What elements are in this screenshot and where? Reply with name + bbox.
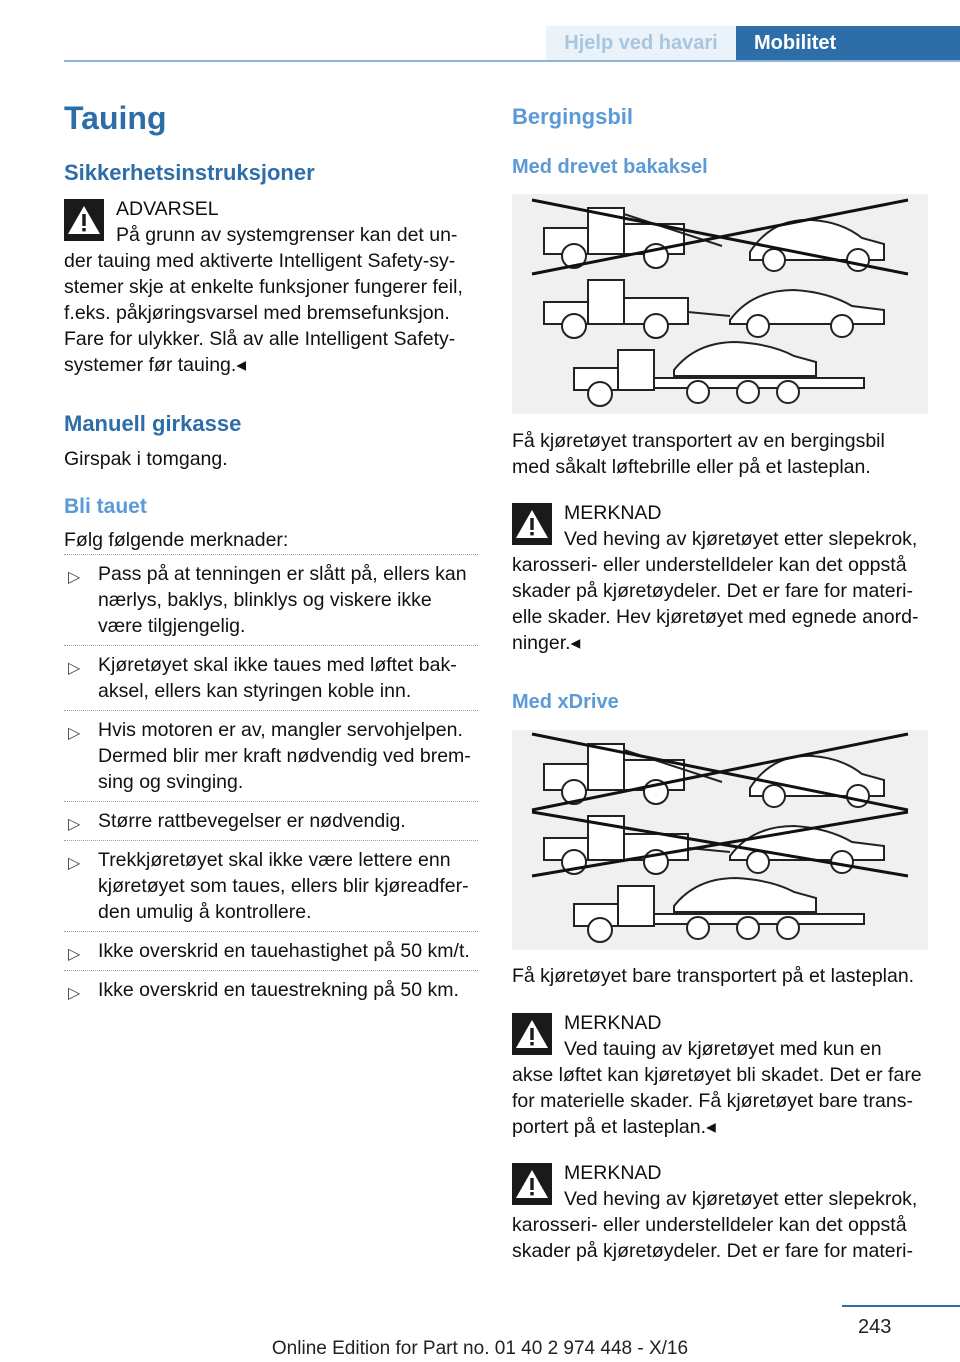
- subheading-xdrive: Med xDrive: [512, 691, 619, 713]
- caption-xdrive: Få kjøretøyet bare transportert på et lasteplan.: [512, 965, 915, 987]
- footer-edition: Online Edition for Part no. 01 40 2 974 448 - X/16: [271, 1338, 689, 1359]
- triangle-bullet-icon: ▷: [68, 569, 81, 586]
- tow-truck-illustration-xdrive: [512, 730, 928, 950]
- warning-icon: [512, 503, 552, 545]
- page-title: Tauing: [64, 100, 167, 136]
- note-box-2: [512, 1010, 928, 1140]
- warning-icon: [512, 1013, 552, 1055]
- note-label: MERKNAD: [564, 502, 662, 524]
- triangle-bullet-icon: ▷: [68, 725, 81, 742]
- list-item: ▷ Ikke overskrid en tauehastighet på 50 km/t.: [64, 932, 478, 971]
- note-text: Ved tauing av kjøretøyet med kun en akse løftet kan kjøretøyet bli skadet. Det er fare for materielle skader. Få kjøretøyet bare trans-portert på et lasteplan.◂: [512, 1038, 922, 1138]
- triangle-bullet-icon: ▷: [68, 816, 81, 833]
- header-rule: [64, 60, 960, 62]
- manual-text: Girspak i tomgang.: [64, 448, 228, 470]
- warning-text: På grunn av systemgrenser kan det un-der tauing med aktiverte Intelligent Safety-sy-stemer skje at enkelte funksjoner fungerer feil, f.eks. påkjøringsvarsel med bremsefunksjon. Fare for ulykker. Slå av alle Intelligent Safety-systemer før tauing.◂: [64, 224, 463, 376]
- tow-truck-illustration-rear-axle: [512, 194, 928, 414]
- section-heading-towed: Bli tauet: [64, 495, 147, 518]
- warning-icon: [64, 199, 104, 241]
- warning-label: ADVARSEL: [116, 198, 219, 220]
- list-item: ▷ Kjøretøyet skal ikke taues med løftet bak-aksel, ellers kan styringen koble inn.: [64, 646, 478, 711]
- section-tab: Hjelp ved havari: [546, 26, 736, 60]
- towed-intro: Følg følgende merknader:: [64, 529, 289, 551]
- list-item: ▷ Trekkjøretøyet skal ikke være lettere enn kjøretøyet som taues, ellers blir kjøreadfer-den umulig å kontrollere.: [64, 841, 478, 932]
- warning-icon: [512, 1163, 552, 1205]
- section-heading-tow-truck: Bergingsbil: [512, 104, 634, 129]
- towing-bullet-list: [64, 554, 478, 1009]
- triangle-bullet-icon: ▷: [68, 660, 81, 677]
- warning-box: [64, 196, 478, 378]
- page-number: 243: [858, 1316, 892, 1338]
- note-box-1: [512, 500, 928, 656]
- note-text: Ved heving av kjøretøyet etter slepekrok, karosseri- eller understelldeler kan det oppstå skader på kjøretøydeler. Det er fare for materi-elle skader. Hev kjøretøyet med egnede anord-ninger.◂: [512, 528, 919, 654]
- caption-rear-axle: Få kjøretøyet transportert av en bergingsbil med såkalt løftebrille eller på et lasteplan.: [512, 430, 885, 478]
- section-heading-safety: Sikkerhetsinstruksjoner: [64, 160, 315, 185]
- triangle-bullet-icon: ▷: [68, 855, 81, 872]
- list-item: ▷ Hvis motoren er av, mangler servohjelpen. Dermed blir mer kraft nødvendig ved brem-sing og svinging.: [64, 711, 478, 802]
- chapter-tab: Mobilitet: [736, 26, 960, 60]
- section-heading-manual: Manuell girkasse: [64, 411, 242, 436]
- footer-rule: [842, 1305, 960, 1307]
- triangle-bullet-icon: ▷: [68, 946, 81, 963]
- note-label: MERKNAD: [564, 1012, 662, 1034]
- header-tabs: [546, 26, 960, 60]
- note-box-3: [512, 1160, 928, 1264]
- triangle-bullet-icon: ▷: [68, 985, 81, 1002]
- list-item: ▷ Ikke overskrid en tauestrekning på 50 km.: [64, 971, 478, 1009]
- note-text: Ved heving av kjøretøyet etter slepekrok, karosseri- eller understelldeler kan det oppstå skader på kjøretøydeler. Det er fare for materi-: [512, 1188, 918, 1262]
- note-label: MERKNAD: [564, 1162, 662, 1184]
- subheading-rear-axle: Med drevet bakaksel: [512, 156, 708, 178]
- list-item: ▷ Større rattbevegelser er nødvendig.: [64, 802, 478, 841]
- list-item: ▷ Pass på at tenningen er slått på, ellers kan nærlys, baklys, blinklys og viskere ikke være tilgjengelig.: [64, 554, 478, 646]
